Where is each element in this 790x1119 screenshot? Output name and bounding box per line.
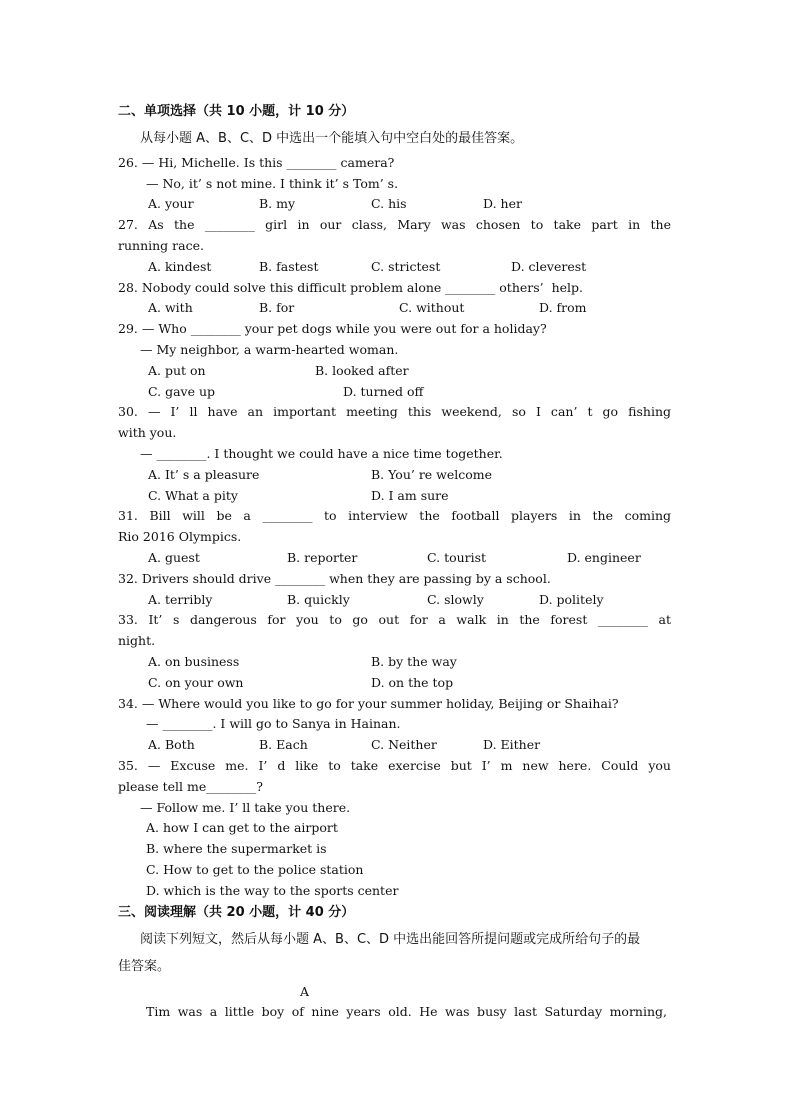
question-31-option-a: A. guest (148, 550, 200, 565)
question-31-stem-line-1: 31. Bill will be a ________ to interview the football players in the coming (118, 508, 671, 523)
question-30-option-c: C. What a pity (148, 488, 238, 503)
question-29-stem: 29. — Who ________ your pet dogs while you were out for a holiday? (118, 321, 547, 336)
question-26-reply: — No, it’ s not mine. I think it’ s Tom’ s. (146, 176, 399, 191)
question-28-option-b: B. for (259, 300, 295, 315)
question-32-option-b: B. quickly (287, 592, 350, 607)
question-30-option-b: B. You’ re welcome (371, 467, 493, 482)
section-3-heading: 三、阅读理解（共 20 小题，计 40 分） (118, 905, 355, 920)
question-29-option-d: D. turned off (343, 384, 424, 399)
question-30-option-a: A. It’ s a pleasure (148, 467, 260, 482)
question-33-option-b: B. by the way (371, 654, 457, 669)
question-28-stem: 28. Nobody could solve this difficult problem alone ________ others’ help. (118, 280, 584, 295)
question-33-option-a: A. on business (148, 654, 240, 669)
question-35-stem-line-2: please tell me________? (118, 779, 263, 794)
question-26-option-a: A. your (148, 196, 194, 211)
question-34-option-d: D. Either (483, 737, 541, 752)
question-35-option-a: A. how I can get to the airport (146, 820, 338, 835)
passage-label: A (300, 984, 310, 999)
question-34-option-a: A. Both (148, 737, 195, 752)
question-32-option-d: D. politely (539, 592, 604, 607)
question-30-reply: — ________. I thought we could have a nice time together. (140, 446, 503, 461)
question-30-stem-line-1: 30. — I’ ll have an important meeting this weekend, so I can’ t go fishing (118, 404, 671, 419)
question-27-option-b: B. fastest (259, 259, 319, 274)
question-35-option-c: C. How to get to the police station (146, 862, 364, 877)
question-28-option-c: C. without (399, 300, 465, 315)
question-33-option-d: D. on the top (371, 675, 454, 690)
question-33-option-c: C. on your own (148, 675, 244, 690)
question-27-option-a: A. kindest (148, 259, 212, 274)
question-27-stem-line-2: running race. (118, 238, 204, 253)
question-34-option-c: C. Neither (371, 737, 437, 752)
question-26-option-c: C. his (371, 196, 407, 211)
question-29-option-c: C. gave up (148, 384, 216, 399)
question-34-option-b: B. Each (259, 737, 308, 752)
question-26-stem: 26. — Hi, Michelle. Is this ________ camera? (118, 155, 395, 170)
section-3-instruction-line-1: 阅读下列短文，然后从每小题 A、B、C、D 中选出能回答所提问题或完成所给句子的最 (140, 932, 641, 947)
question-32-option-c: C. slowly (427, 592, 484, 607)
question-35-stem-line-1: 35. — Excuse me. I’ d like to take exercise but I’ m new here. Could you (118, 758, 671, 773)
question-27-option-c: C. strictest (371, 259, 441, 274)
question-27-stem-line-1: 27. As the ________ girl in our class, Mary was chosen to take part in the (118, 217, 671, 232)
question-26-option-b: B. my (259, 196, 296, 211)
question-29-option-a: A. put on (148, 363, 206, 378)
question-31-stem-line-2: Rio 2016 Olympics. (118, 529, 242, 544)
question-30-stem-line-2: with you. (118, 425, 177, 440)
question-26-option-d: D. her (483, 196, 522, 211)
question-34-reply: — ________. I will go to Sanya in Hainan. (146, 716, 401, 731)
question-33-stem-line-2: night. (118, 633, 156, 648)
section-3-instruction-line-2: 佳答案。 (118, 959, 171, 974)
section-2-instruction: 从每小题 A、B、C、D 中选出一个能填入句中空白处的最佳答案。 (140, 131, 524, 146)
section-2-heading: 二、单项选择（共 10 小题，计 10 分） (118, 104, 355, 119)
question-29-option-b: B. looked after (315, 363, 409, 378)
question-35-option-d: D. which is the way to the sports center (146, 883, 399, 898)
question-31-option-b: B. reporter (287, 550, 358, 565)
question-32-stem: 32. Drivers should drive ________ when they are passing by a school. (118, 571, 551, 586)
question-34-stem: 34. — Where would you like to go for your summer holiday, Beijing or Shaihai? (118, 696, 619, 711)
question-35-reply: — Follow me. I’ ll take you there. (140, 800, 351, 815)
question-32-option-a: A. terribly (148, 592, 213, 607)
question-28-option-d: D. from (539, 300, 587, 315)
question-31-option-d: D. engineer (567, 550, 641, 565)
question-27-option-d: D. cleverest (511, 259, 587, 274)
passage-first-line: Tim was a little boy of nine years old. He was busy last Saturday morning, (146, 1004, 667, 1019)
question-33-stem-line-1: 33. It’ s dangerous for you to go out for a walk in the forest ________ at (118, 612, 671, 627)
question-31-option-c: C. tourist (427, 550, 487, 565)
question-29-reply: — My neighbor, a warm-hearted woman. (140, 342, 399, 357)
question-30-option-d: D. I am sure (371, 488, 449, 503)
question-35-option-b: B. where the supermarket is (146, 841, 327, 856)
question-28-option-a: A. with (148, 300, 193, 315)
